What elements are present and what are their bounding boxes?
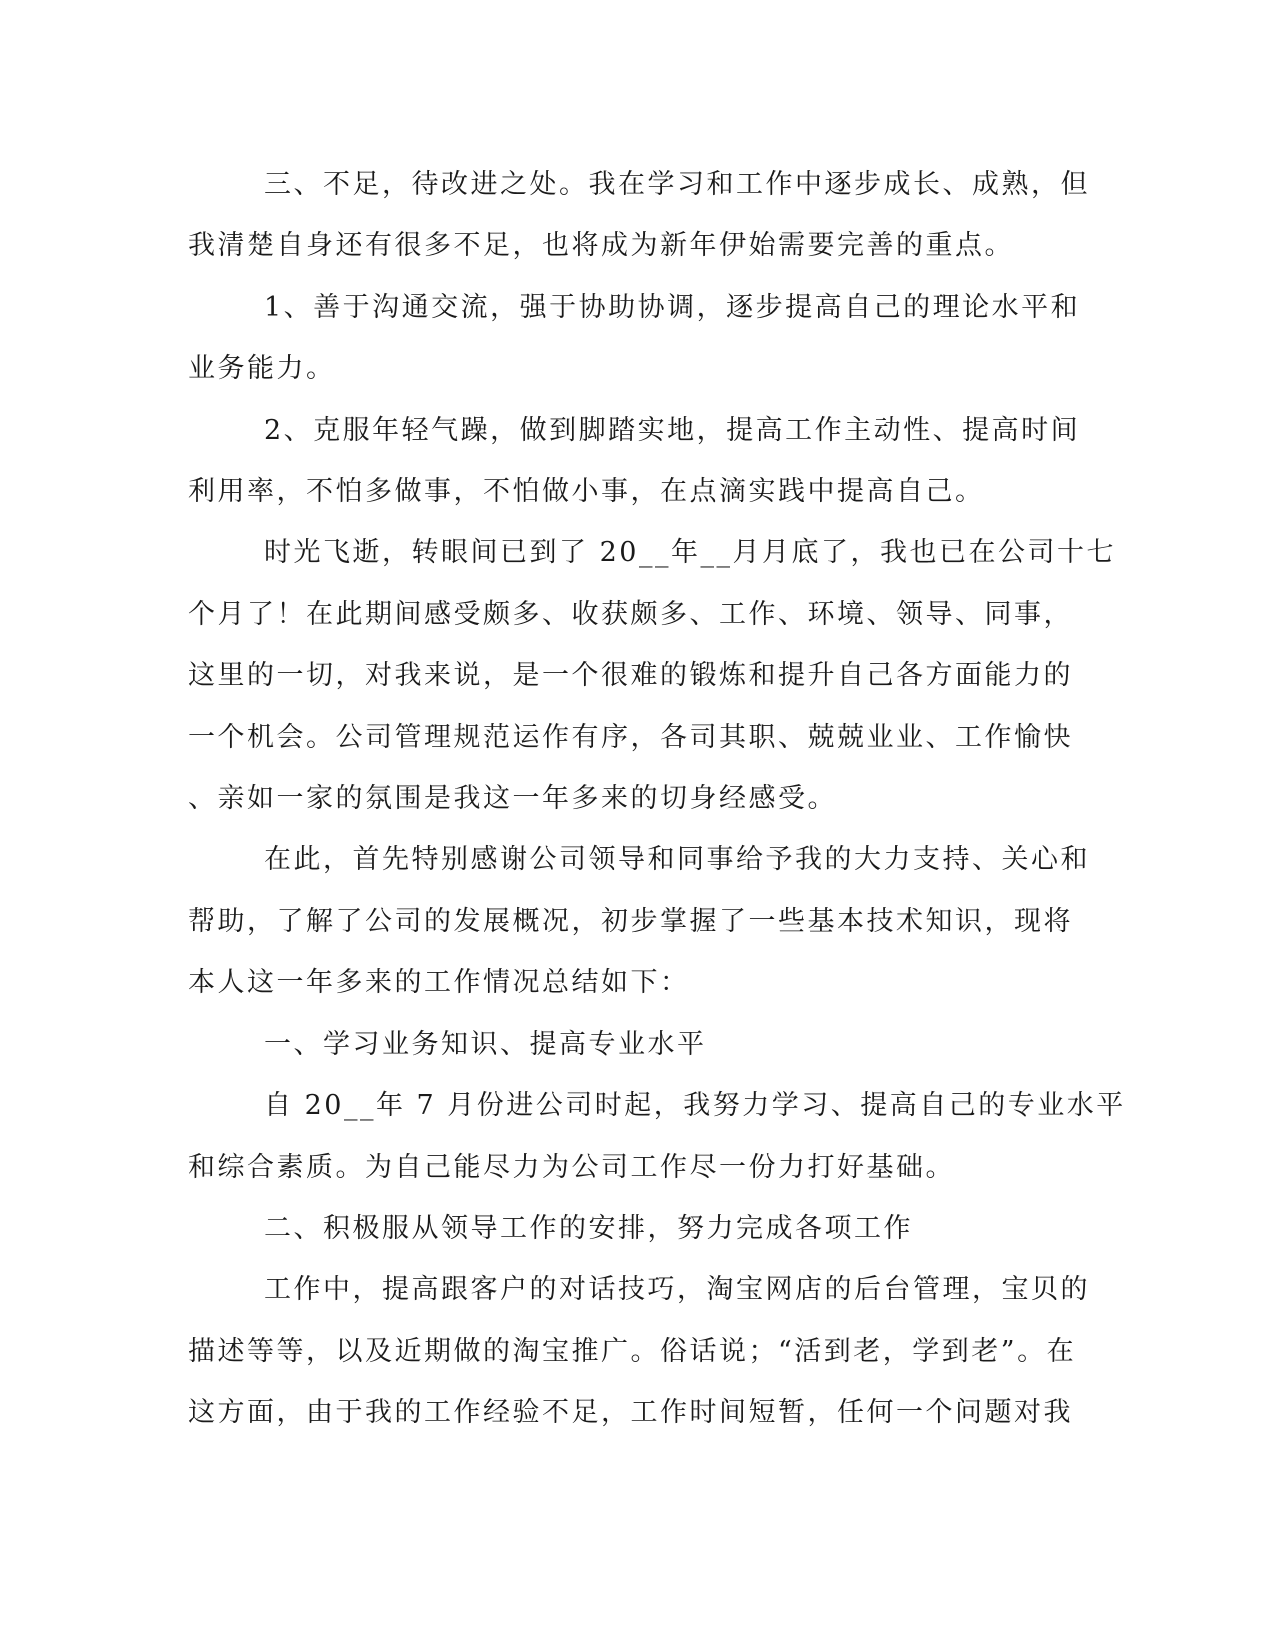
paragraph-line: 、亲如一家的氛围是我这一年多来的切身经感受。 bbox=[188, 783, 837, 815]
paragraph-line: 描述等等，以及近期做的淘宝推广。俗话说；“活到老，学到老”。在 bbox=[188, 1335, 1077, 1367]
paragraph-line: 这里的一切，对我来说，是一个很难的锻炼和提升自己各方面能力的 bbox=[188, 660, 1073, 692]
paragraph-line: 一个机会。公司管理规范运作有序，各司其职、兢兢业业、工作愉快 bbox=[188, 721, 1073, 753]
paragraph-line: 二、积极服从领导工作的安排，努力完成各项工作 bbox=[264, 1212, 913, 1244]
paragraph-line: 利用率，不怕多做事，不怕做小事，在点滴实践中提高自己。 bbox=[188, 476, 985, 508]
paragraph-line: 业务能力。 bbox=[188, 353, 336, 385]
paragraph-line: 一、学习业务知识、提高专业水平 bbox=[264, 1028, 707, 1060]
paragraph-line: 本人这一年多来的工作情况总结如下： bbox=[188, 967, 690, 999]
document-paragraph bbox=[188, 1259, 1088, 1443]
paragraph-line: 帮助，了解了公司的发展概况，初步掌握了一些基本技术知识，现将 bbox=[188, 905, 1073, 937]
document-paragraph bbox=[188, 1075, 1126, 1198]
paragraph-line: 2、克服年轻气躁，做到脚踏实地，提高工作主动性、提高时间 bbox=[264, 414, 1081, 446]
paragraph-line: 自 20__年 7 月份进公司时起，我努力学习、提高自己的专业水平 bbox=[264, 1090, 1126, 1122]
paragraph-line: 个月了！在此期间感受颇多、收获颇多、工作、环境、领导、同事， bbox=[188, 598, 1073, 630]
paragraph-line: 三、不足，待改进之处。我在学习和工作中逐步成长、成熟，但 bbox=[264, 169, 1090, 200]
document-paragraph bbox=[188, 829, 1088, 1013]
document-body bbox=[188, 154, 1126, 1444]
paragraph-line: 这方面，由于我的工作经验不足，工作时间短暂，任何一个问题对我 bbox=[188, 1397, 1073, 1429]
paragraph-line: 和综合素质。为自己能尽力为公司工作尽一份力打好基础。 bbox=[188, 1151, 955, 1183]
paragraph-line: 我清楚自身还有很多不足，也将成为新年伊始需要完善的重点。 bbox=[188, 230, 1014, 262]
paragraph-line: 1、善于沟通交流，强于协助协调，逐步提高自己的理论水平和 bbox=[264, 291, 1081, 323]
paragraph-line: 在此，首先特别感谢公司领导和同事给予我的大力支持、关心和 bbox=[264, 844, 1090, 876]
document-paragraph bbox=[188, 1198, 1088, 1259]
document-paragraph bbox=[188, 400, 1088, 523]
document-paragraph bbox=[188, 154, 1088, 277]
paragraph-line: 工作中，提高跟客户的对话技巧，淘宝网店的后台管理，宝贝的 bbox=[264, 1274, 1090, 1306]
document-paragraph bbox=[188, 1014, 1088, 1075]
document-paragraph bbox=[188, 277, 1088, 400]
paragraph-line: 时光飞逝，转眼间已到了 20__年__月月底了，我也已在公司十七 bbox=[264, 537, 1116, 569]
document-paragraph bbox=[188, 522, 1116, 829]
